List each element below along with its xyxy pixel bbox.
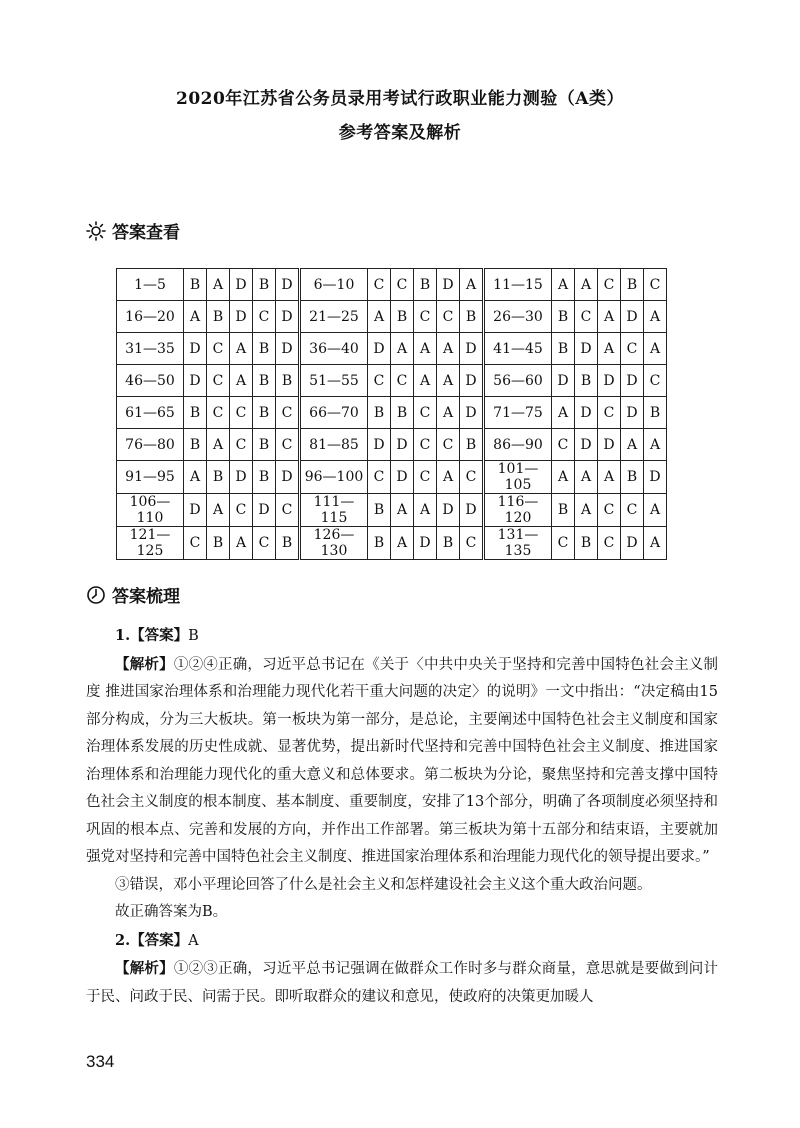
answer-letter-cell: C [598, 269, 621, 301]
answer-letter-cell: C [207, 397, 230, 429]
answer-letter-cell: A [391, 494, 414, 527]
answer-letter-cell: A [644, 527, 667, 560]
answer-table-row [117, 365, 667, 397]
answer-letter-cell: D [598, 365, 621, 397]
sun-icon [86, 221, 106, 241]
answer-letter-cell: A [391, 527, 414, 560]
answer-letter-cell: B [368, 494, 391, 527]
answer-letter-cell: A [207, 269, 230, 301]
q1-wrong-option: ③错误，邓小平理论回答了什么是社会主义和怎样建设社会主义这个重大政治问题。 [115, 876, 652, 893]
answer-letter-cell: B [276, 527, 300, 560]
answer-letter-cell: A [552, 397, 575, 429]
answer-letter-cell: B [184, 269, 207, 301]
answer-letter-cell: B [253, 333, 276, 365]
answer-letter-cell: B [391, 301, 414, 333]
answer-letter-cell: C [621, 333, 644, 365]
answer-letter-cell: D [460, 494, 484, 527]
answer-letter-cell: D [230, 461, 253, 494]
q1-conclusion: 故正确答案为B。 [115, 904, 228, 920]
question-range-cell: 111—115 [300, 494, 368, 527]
answer-letter-cell: C [414, 429, 437, 461]
answer-table-row [117, 397, 667, 429]
answer-letter-cell: D [621, 397, 644, 429]
answer-letter-cell: A [644, 301, 667, 333]
answer-letter-cell: B [253, 365, 276, 397]
answer-letter-cell: D [575, 397, 598, 429]
answer-letter-cell: D [414, 527, 437, 560]
answer-letter-cell: B [391, 397, 414, 429]
answer-letter-cell: B [437, 527, 460, 560]
answer-letter-cell: D [460, 333, 484, 365]
question-range-cell: 26—30 [484, 301, 552, 333]
answer-letter-cell: D [184, 494, 207, 527]
answer-letter-cell: C [414, 461, 437, 494]
answer-letter-cell: A [460, 269, 484, 301]
answer-letter-cell: C [368, 269, 391, 301]
answer-letter-cell: D [230, 301, 253, 333]
answer-table-row [117, 429, 667, 461]
answer-letter-cell: C [184, 527, 207, 560]
q1-answer-line: 1.【答案】B [115, 627, 199, 644]
answer-letter-cell: C [414, 397, 437, 429]
answer-letter-cell: B [253, 461, 276, 494]
answer-letter-cell: D [621, 365, 644, 397]
answer-letter-cell: A [552, 269, 575, 301]
answer-letter-cell: A [230, 365, 253, 397]
answer-letter-cell: C [276, 397, 300, 429]
answer-letter-cell: D [644, 461, 667, 494]
answer-letter-cell: A [598, 461, 621, 494]
question-range-cell: 121—125 [117, 527, 184, 560]
answer-letter-cell: A [414, 494, 437, 527]
answer-letter-cell: A [598, 333, 621, 365]
answer-letter-cell: D [575, 429, 598, 461]
answer-letter-cell: D [276, 269, 300, 301]
answer-letter-cell: D [276, 333, 300, 365]
answer-letter-cell: C [276, 429, 300, 461]
answer-table-row [117, 333, 667, 365]
answer-letter-cell: B [552, 494, 575, 527]
answer-letter-cell: B [621, 461, 644, 494]
answer-letter-cell: C [207, 333, 230, 365]
question-range-cell: 6—10 [300, 269, 368, 301]
answer-letter-cell: A [437, 461, 460, 494]
question-range-cell: 81—85 [300, 429, 368, 461]
answer-letter-cell: C [460, 461, 484, 494]
answer-letter-cell: A [644, 429, 667, 461]
answer-letter-cell: A [437, 397, 460, 429]
answer-letter-cell: D [230, 269, 253, 301]
question-range-cell: 101—105 [484, 461, 552, 494]
question-range-cell: 71—75 [484, 397, 552, 429]
answer-letter-cell: A [230, 527, 253, 560]
answer-letter-cell: A [414, 333, 437, 365]
answer-letter-cell: B [414, 269, 437, 301]
answer-letter-cell: C [598, 397, 621, 429]
question-range-cell: 1—5 [117, 269, 184, 301]
answer-letter-cell: C [391, 269, 414, 301]
question-range-cell: 96—100 [300, 461, 368, 494]
answer-letter-cell: D [368, 429, 391, 461]
answer-letter-cell: D [621, 301, 644, 333]
answer-letter-cell: D [460, 397, 484, 429]
answer-letter-cell: B [207, 301, 230, 333]
answer-letter-cell: A [644, 333, 667, 365]
answer-letter-cell: B [621, 269, 644, 301]
answer-letter-cell: A [575, 269, 598, 301]
answer-letter-cell: A [391, 333, 414, 365]
answer-table-row [117, 527, 667, 560]
question-range-cell: 126—130 [300, 527, 368, 560]
answer-letter-cell: B [253, 397, 276, 429]
question-range-cell: 56—60 [484, 365, 552, 397]
answer-letter-cell: C [552, 527, 575, 560]
question-range-cell: 76—80 [117, 429, 184, 461]
question-range-cell: 61—65 [117, 397, 184, 429]
answer-letter-cell: A [621, 429, 644, 461]
answer-letter-cell: D [253, 494, 276, 527]
answer-letter-cell: A [184, 301, 207, 333]
answer-letter-cell: C [437, 429, 460, 461]
answer-letter-cell: A [644, 494, 667, 527]
answer-letter-cell: D [184, 333, 207, 365]
answer-letter-cell: C [621, 494, 644, 527]
answer-letter-cell: B [368, 397, 391, 429]
answer-letter-cell: D [437, 269, 460, 301]
answer-letter-cell: B [460, 429, 484, 461]
answer-letter-cell: D [437, 494, 460, 527]
question-range-cell: 91—95 [117, 461, 184, 494]
question-range-cell: 11—15 [484, 269, 552, 301]
answer-letter-cell: B [644, 397, 667, 429]
answer-letter-cell: B [253, 269, 276, 301]
q1-analysis: 【解析】①②④正确，习近平总书记在《关于〈中共中央关于坚持和完善中国特色社会主义制度 推进国家治理体系和治理能力现代化若干重大问题的决定〉的说明》一文中指出：“决定稿由15部分构成，分为三大板块。第一板块为第一部分，是总论，主要阐述中国特色社会主义制度和国家治理体系发展的历史性成就、显著优势，提出新时代坚持和完善中国特色社会主义制度、推进国家治理体系和治理能力现代化的重大意义和总体要求。第二板块为分论，聚焦坚持和完善支撑中国特色社会主义制度的根本制度、基本制度、重要制度，安排了13个部分，明确了各项制度必须坚持和巩固的根本点、完善和发展的方向，并作出工作部署。第三板块为第十五部分和结束语，主要就加强党对坚持和完善中国特色社会主义制度、推进国家治理体系和治理能力现代化的领导提出要求。” [86, 655, 719, 865]
answer-letter-cell: C [460, 527, 484, 560]
answer-letter-cell: B [184, 429, 207, 461]
answer-letter-cell: A [368, 301, 391, 333]
question-range-cell: 41—45 [484, 333, 552, 365]
answer-table-row [117, 269, 667, 301]
answer-letter-cell: A [230, 333, 253, 365]
answer-letter-cell: A [414, 365, 437, 397]
answer-letter-cell: C [368, 461, 391, 494]
answer-letter-cell: A [437, 365, 460, 397]
answer-letter-cell: C [414, 301, 437, 333]
answer-letter-cell: D [598, 429, 621, 461]
question-range-cell: 16—20 [117, 301, 184, 333]
answers-heading-text: 答案查看 [112, 223, 180, 243]
answer-letter-cell: D [276, 461, 300, 494]
document-title: 2020年江苏省公务员录用考试行政职业能力测验（A类） [175, 89, 624, 109]
answer-letter-cell: D [552, 365, 575, 397]
answer-table-row [117, 461, 667, 494]
answer-letter-cell: C [391, 365, 414, 397]
question-range-cell: 31—35 [117, 333, 184, 365]
answer-letter-cell: C [230, 397, 253, 429]
answer-letter-cell: D [460, 365, 484, 397]
answer-letter-cell: C [207, 365, 230, 397]
answer-letter-cell: C [230, 494, 253, 527]
answer-letter-cell: D [368, 333, 391, 365]
answer-letter-cell: B [575, 527, 598, 560]
answer-letter-cell: A [552, 461, 575, 494]
clock-icon [86, 585, 106, 605]
answer-letter-cell: A [598, 301, 621, 333]
question-range-cell: 86—90 [484, 429, 552, 461]
answer-letter-cell: C [230, 429, 253, 461]
answer-letter-cell: C [276, 494, 300, 527]
question-range-cell: 21—25 [300, 301, 368, 333]
answer-letter-cell: A [207, 494, 230, 527]
answer-letter-cell: D [391, 429, 414, 461]
page-number: 334 [86, 1052, 115, 1071]
answer-letter-cell: C [598, 494, 621, 527]
answer-letter-cell: A [207, 429, 230, 461]
analysis-body [86, 622, 718, 1011]
answer-letter-cell: B [552, 333, 575, 365]
question-range-cell: 36—40 [300, 333, 368, 365]
answer-letter-cell: B [276, 365, 300, 397]
answer-letter-cell: C [598, 527, 621, 560]
q2-analysis: 【解析】①②③正确，习近平总书记强调在做群众工作时多与群众商量，意思就是要做到问计于民、问政于民、问需于民。即听取群众的建议和意见，使政府的决策更加暖人 [86, 960, 719, 1005]
answer-letter-cell: C [552, 429, 575, 461]
answer-letter-cell: C [644, 269, 667, 301]
analysis-heading-text: 答案梳理 [112, 587, 180, 607]
question-range-cell: 66—70 [300, 397, 368, 429]
document-subtitle: 参考答案及解析 [338, 123, 462, 143]
answer-table [116, 268, 667, 560]
answer-letter-cell: A [575, 494, 598, 527]
answer-letter-cell: C [368, 365, 391, 397]
answer-letter-cell: C [253, 301, 276, 333]
answers-section-heading [86, 218, 180, 243]
answer-letter-cell: B [368, 527, 391, 560]
answer-letter-cell: B [184, 397, 207, 429]
answer-letter-cell: B [552, 301, 575, 333]
question-range-cell: 116—120 [484, 494, 552, 527]
answer-letter-cell: C [644, 365, 667, 397]
question-range-cell: 51—55 [300, 365, 368, 397]
answer-letter-cell: B [575, 365, 598, 397]
answer-letter-cell: B [207, 461, 230, 494]
answer-table-row [117, 301, 667, 333]
answer-letter-cell: B [460, 301, 484, 333]
analysis-section-heading [86, 582, 180, 607]
answer-letter-cell: D [184, 365, 207, 397]
answer-letter-cell: D [391, 461, 414, 494]
answer-letter-cell: B [207, 527, 230, 560]
answer-letter-cell: C [253, 527, 276, 560]
answer-letter-cell: D [621, 527, 644, 560]
question-range-cell: 131—135 [484, 527, 552, 560]
answer-letter-cell: C [437, 301, 460, 333]
answer-table-row [117, 494, 667, 527]
answer-letter-cell: C [575, 301, 598, 333]
answer-letter-cell: A [184, 461, 207, 494]
answer-letter-cell: A [575, 461, 598, 494]
answer-letter-cell: A [437, 333, 460, 365]
answer-letter-cell: B [253, 429, 276, 461]
q2-answer-line: 2.【答案】A [115, 931, 199, 949]
answer-letter-cell: D [276, 301, 300, 333]
answer-letter-cell: D [575, 333, 598, 365]
question-range-cell: 46—50 [117, 365, 184, 397]
question-range-cell: 106—110 [117, 494, 184, 527]
